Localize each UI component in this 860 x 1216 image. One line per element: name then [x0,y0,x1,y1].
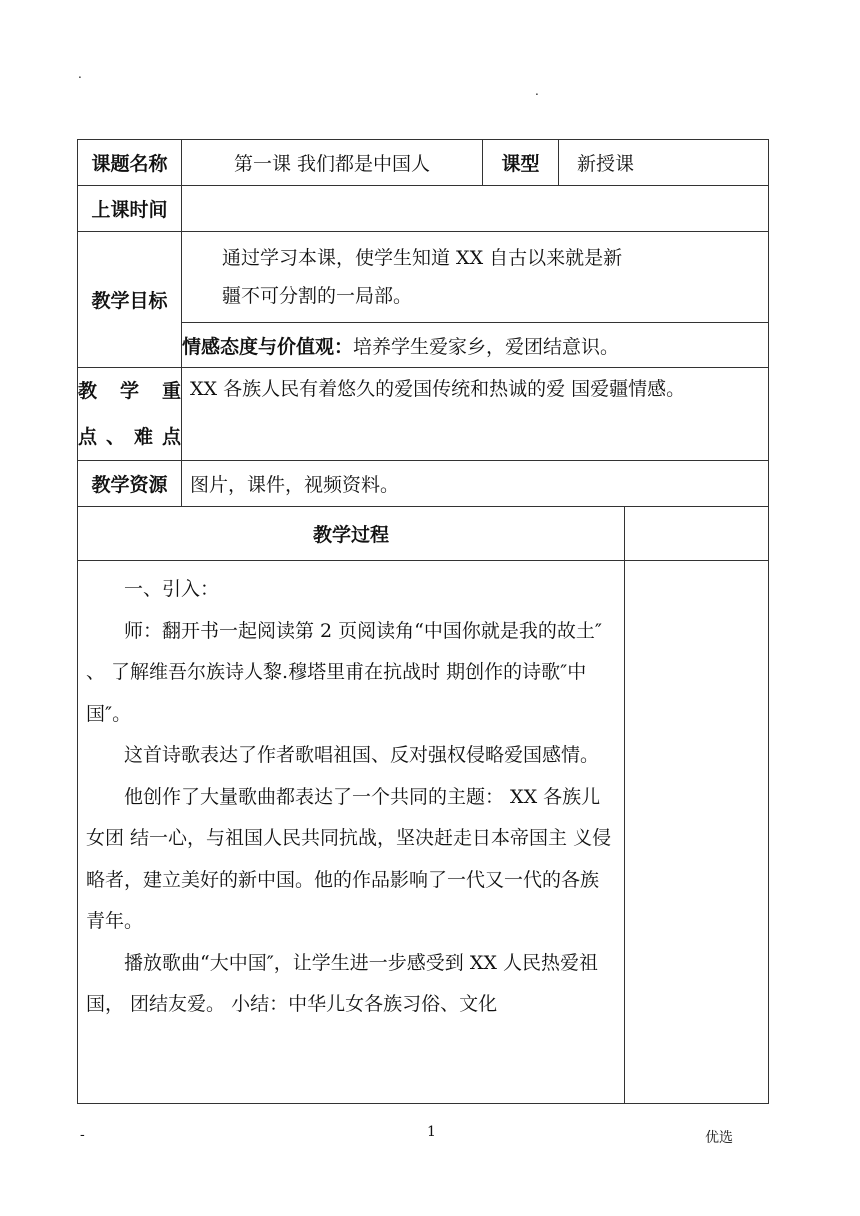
emotion-value: 培养学生爱家乡，爱团结意识。 [353,335,620,358]
page-number: 1 [427,1124,436,1140]
header-dot-right: . [535,84,539,98]
row-title [78,140,769,186]
process-paragraph-5: 播放歌曲“大中国″，让学生进一步感受到 XX 人民热爱祖国， 团结友爱。 小结：中华儿女各族习俗、文化 [86,951,598,1015]
process-side-header [625,507,769,561]
row-goal [78,232,769,323]
emotion-cell [182,323,769,368]
title-label: 课题名称 [78,140,182,186]
difficulty-label [78,368,182,461]
resource-label: 教学资源 [78,461,182,507]
goal-line-1: 通过学习本课，使学生知道 XX 自古以来就是新 [222,247,623,269]
process-title: 教学过程 [78,507,625,561]
row-process-body [78,561,769,1104]
row-process-title [78,507,769,561]
process-paragraph-2: 师：翻开书一起阅读第 2 页阅读角“中国你就是我的故土″ 、 了解维吾尔族诗人黎.穆塔里甫在抗战时 期创作的诗歌″中国″。 [86,619,602,725]
footer-right-label: 优选 [705,1130,733,1146]
footer-left-mark: - [80,1127,85,1143]
type-value: 新授课 [559,140,769,186]
process-paragraph-1: 一、引入： [124,578,220,600]
goal-label: 教学目标 [78,232,182,368]
header-dot-left: . [78,67,82,81]
difficulty-label-line-2: 点、难点 [78,426,181,448]
difficulty-label-line-1: 教 学 重 [78,380,181,402]
time-label: 上课时间 [78,186,182,232]
title-value: 第一课 我们都是中国人 [182,140,483,186]
goal-line-2: 疆不可分割的一局部。 [222,285,413,307]
process-paragraph-3: 这首诗歌表达了作者歌唱祖国、反对强权侵略爱国感情。 [124,744,600,766]
process-body [78,561,625,1104]
process-side-column [625,561,769,1104]
lesson-plan-table [77,139,769,1104]
row-resource [78,461,769,507]
goal-cell [182,232,769,323]
row-difficulty [78,368,769,461]
time-value [182,186,769,232]
row-time [78,186,769,232]
difficulty-value: XX 各族人民有着悠久的爱国传统和热诚的爱 国爱疆情感。 [182,368,769,461]
resource-value: 图片，课件，视频资料。 [182,461,769,507]
type-label: 课型 [483,140,559,186]
row-emotion [78,323,769,368]
emotion-label: 情感态度与价值观： [182,335,354,358]
process-paragraph-4: 他创作了大量歌曲都表达了一个共同的主题： XX 各族儿女团 结一心，与祖国人民共同抗战，坚决赶走日本帝国主 义侵略者，建立美好的新中国。他的作品影响了一代又一代的各族青年。 [86,785,612,932]
